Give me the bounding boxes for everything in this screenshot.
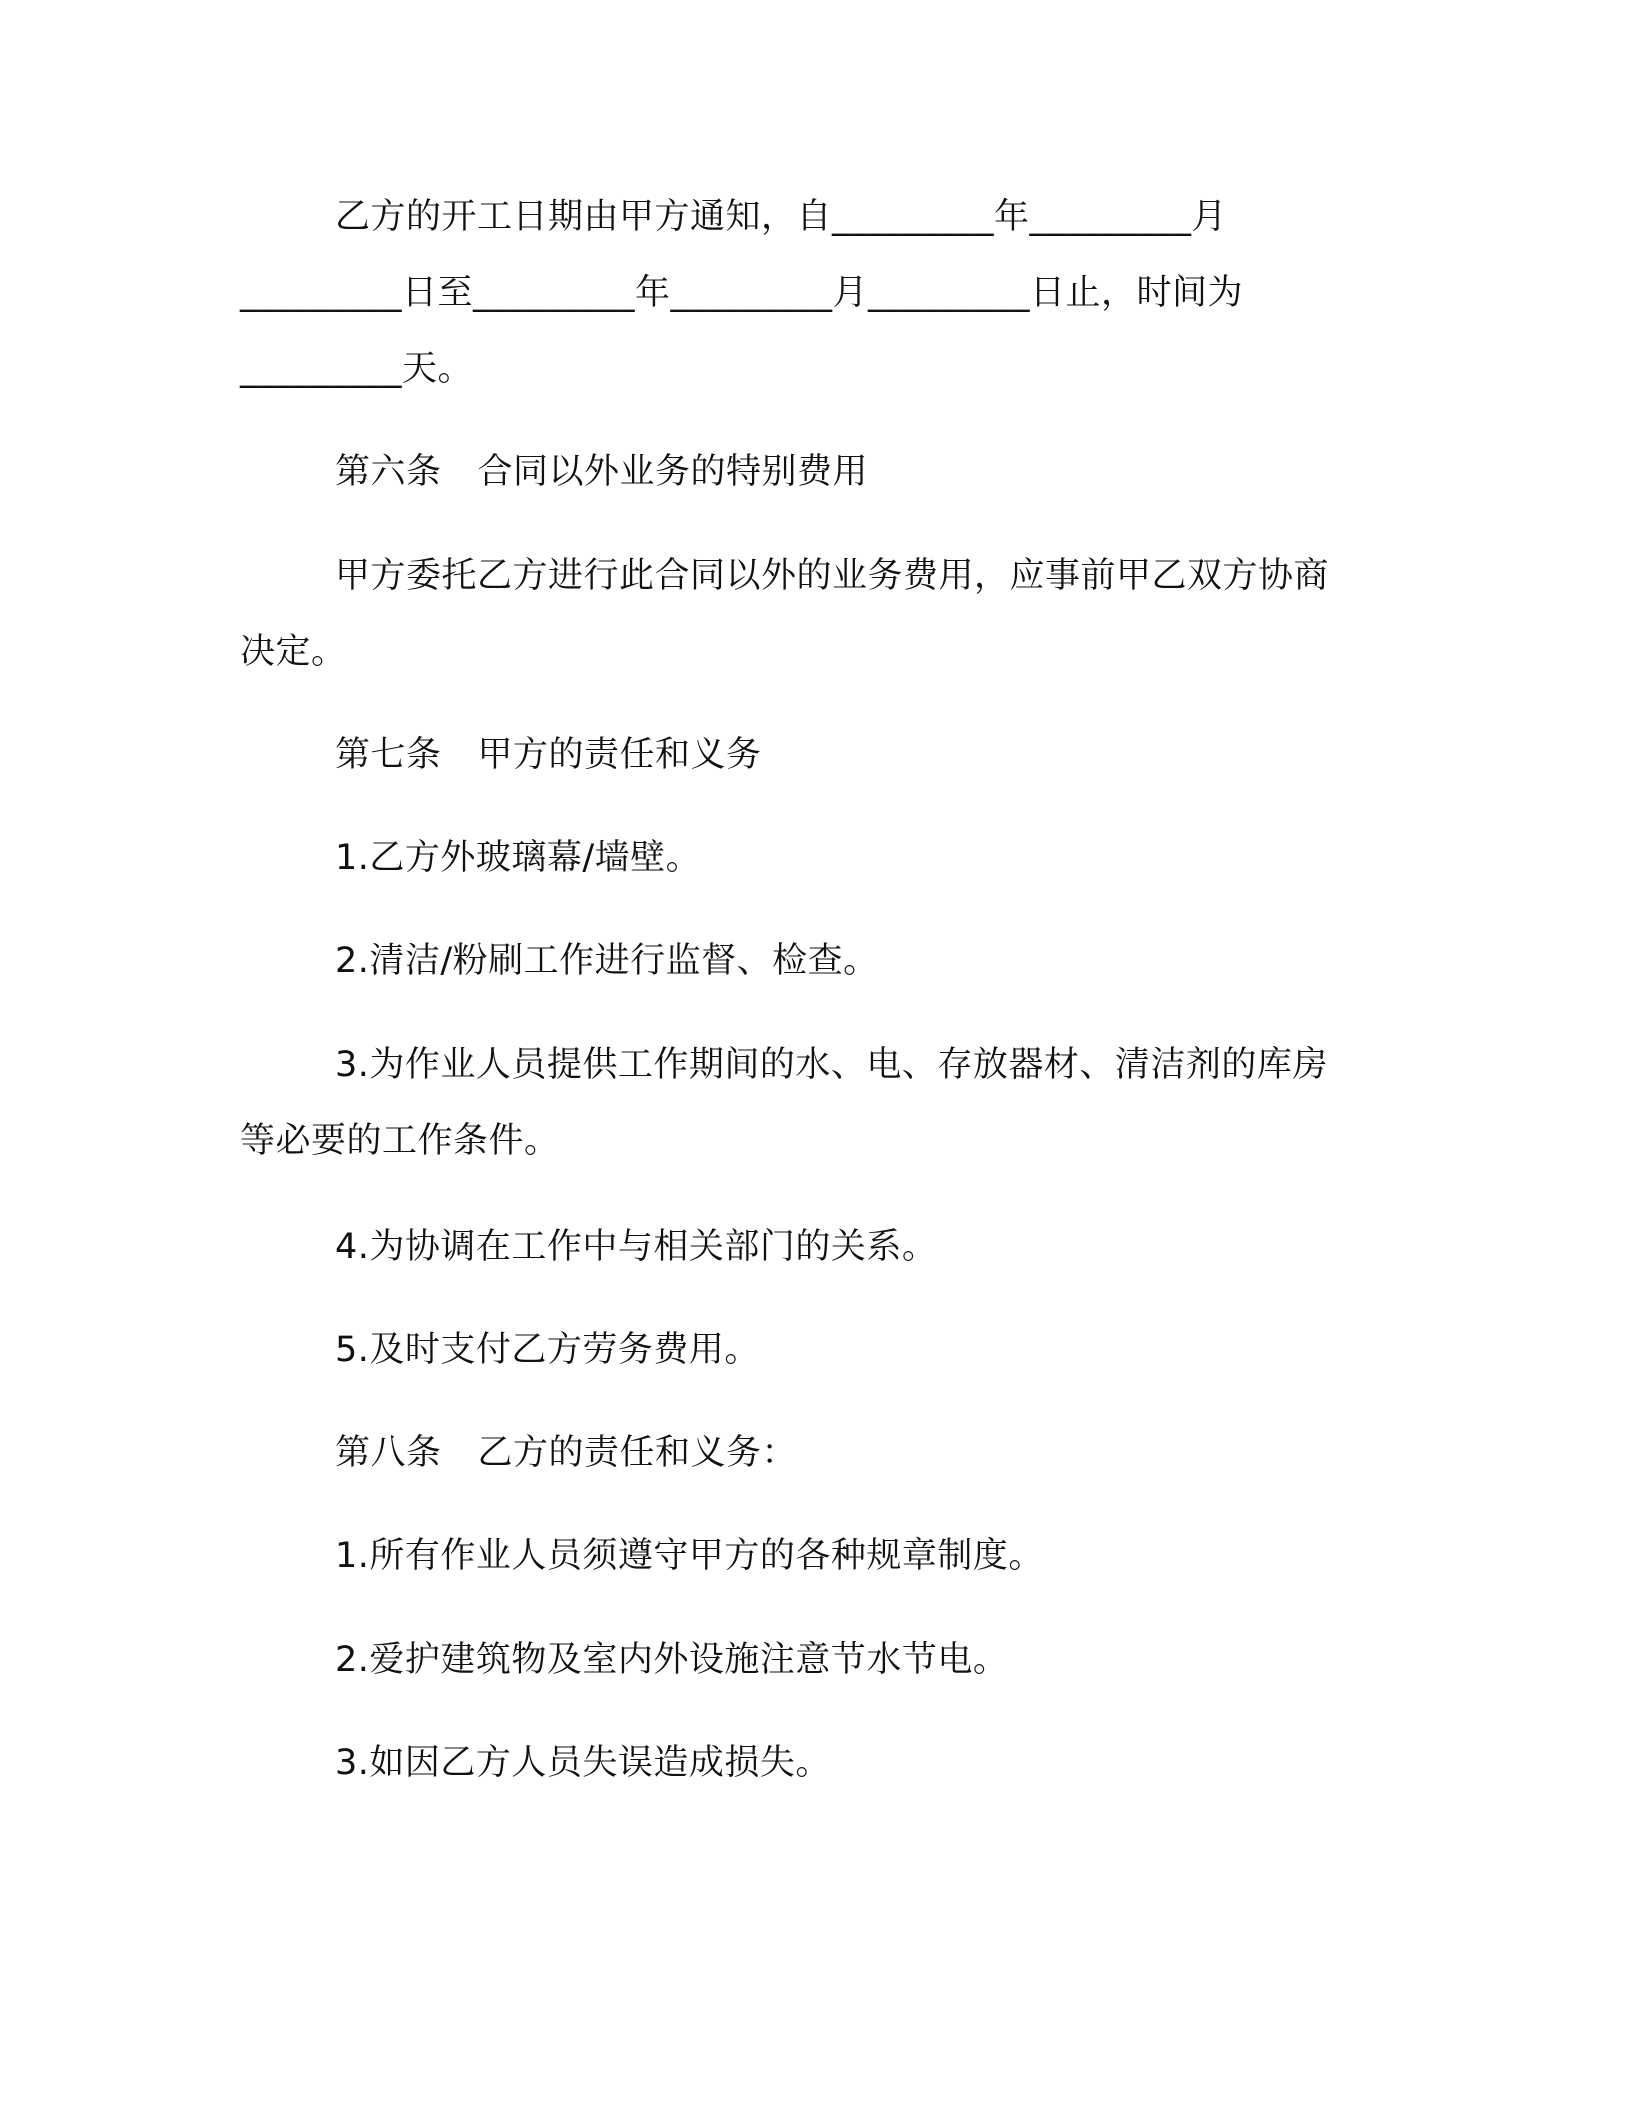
party-a-item-5: 5.及时支付乙方劳务费用。	[335, 1330, 760, 1370]
article-6-title: 合同以外业务的特别费用	[477, 452, 869, 492]
article-8-heading	[240, 1415, 1392, 1491]
extra-fees-paragraph-line-2: 决定。	[240, 632, 347, 672]
party-a-item-3-line-1: 3.为作业人员提供工作期间的水、电、存放器材、清洁剂的库房	[335, 1045, 1328, 1085]
party-a-item-3-line-2: 等必要的工作条件。	[240, 1121, 560, 1161]
article-8-title: 乙方的责任和义务：	[477, 1433, 798, 1473]
extra-fees-paragraph-line-1: 甲方委托乙方进行此合同以外的业务费用，应事前甲乙双方协商	[335, 556, 1330, 596]
document-page	[240, 0, 1392, 2112]
party-a-item-2: 2.清洁/粉刷工作进行监督、检查。	[335, 941, 879, 981]
start-date-paragraph-line-2: _________日至_________年_________月_________日止，时间为	[240, 273, 1244, 313]
start-date-paragraph-line-1: 乙方的开工日期由甲方通知，自_________年_________月	[335, 197, 1228, 237]
article-8-number: 第八条	[335, 1433, 442, 1473]
party-b-item-1: 1.所有作业人员须遵守甲方的各种规章制度。	[335, 1536, 1044, 1576]
party-b-item-3: 3.如因乙方人员失误造成损失。	[335, 1743, 831, 1783]
party-a-item-4: 4.为协调在工作中与相关部门的关系。	[335, 1227, 938, 1267]
article-7-heading	[240, 717, 1392, 793]
party-a-item-1: 1.乙方外玻璃幕/墙壁。	[335, 838, 702, 878]
article-7-title: 甲方的责任和义务	[477, 735, 762, 775]
start-date-paragraph-line-3: _________天。	[240, 349, 474, 389]
article-6-heading	[240, 434, 1392, 510]
article-6-number: 第六条	[335, 452, 442, 492]
party-b-item-2: 2.爱护建筑物及室内外设施注意节水节电。	[335, 1640, 1009, 1680]
article-7-number: 第七条	[335, 735, 442, 775]
